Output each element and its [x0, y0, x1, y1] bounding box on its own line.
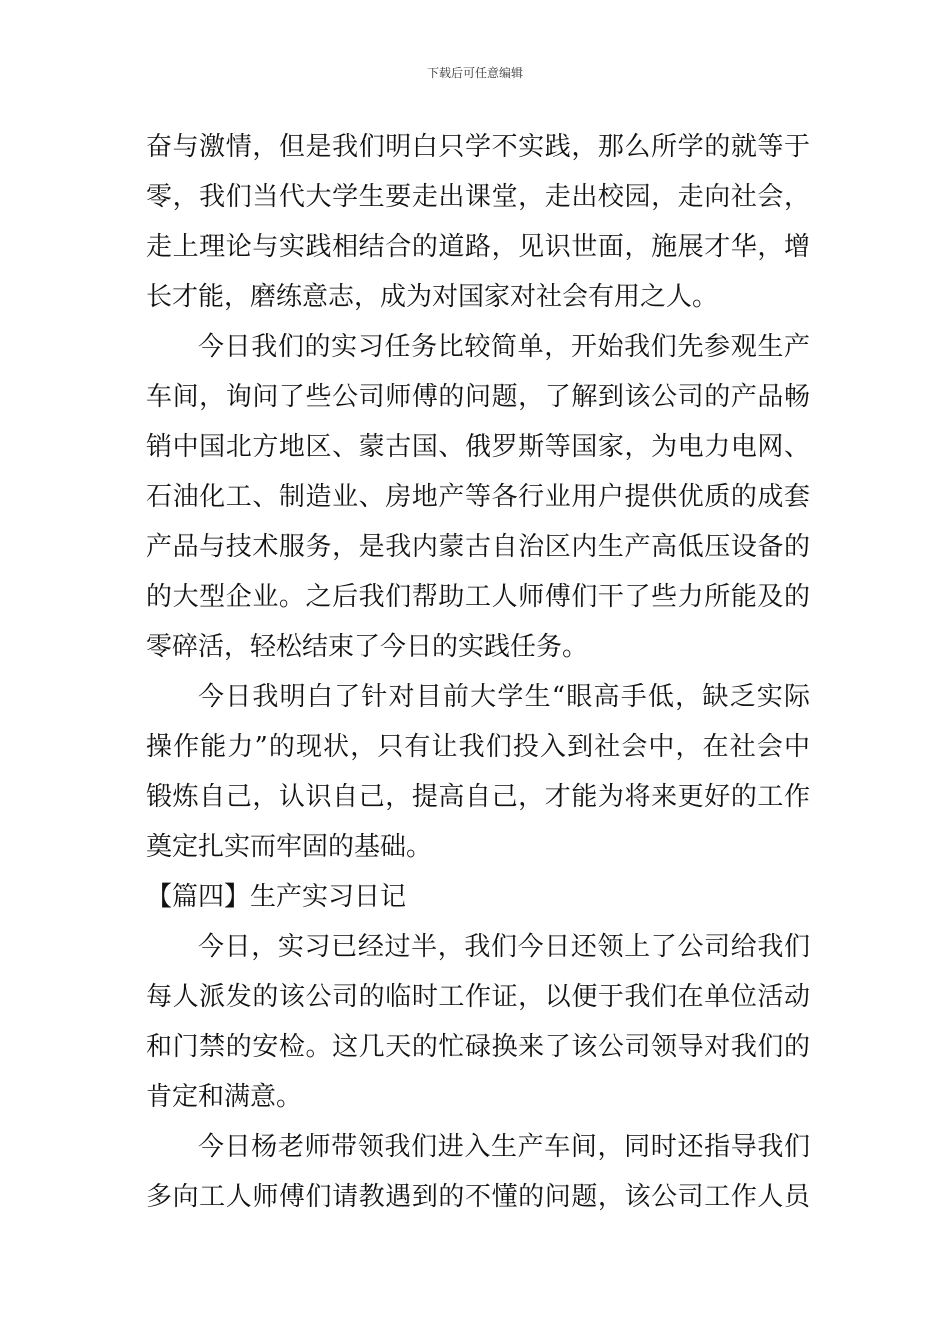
text-line: 奠定扎实而牢固的基础。 [146, 832, 433, 862]
document-body [146, 128, 810, 1228]
text-line: 锻炼自己，认识自己，提高自己，才能为将来更好的工作 [146, 782, 810, 812]
text-line: 和门禁的安检。这几天的忙碌换来了该公司领导对我们的 [146, 1032, 810, 1062]
text-line: 车间，询问了些公司师傅的问题，了解到该公司的产品畅 [146, 382, 810, 412]
paragraph-first-line: 今日杨老师带领我们进入生产车间，同时还指导我们 [198, 1132, 810, 1162]
text-line: 肯定和满意。 [146, 1082, 303, 1112]
page-header: 下载后可任意编辑 [426, 66, 523, 80]
section-heading: 【篇四】生产实习日记 [146, 882, 407, 912]
text-line: 多向工人师傅们请教遇到的不懂的问题，该公司工作人员 [146, 1182, 810, 1212]
text-line: 长才能，磨练意志，成为对国家对社会有用之人。 [146, 282, 719, 312]
text-line: 走上理论与实践相结合的道路，见识世面，施展才华，增 [146, 232, 810, 262]
text-line: 销中国北方地区、蒙古国、俄罗斯等国家，为电力电网、 [146, 432, 810, 462]
text-line: 操作能力”的现状，只有让我们投入到社会中，在社会中 [146, 732, 810, 762]
paragraph-first-line: 今日我明白了针对目前大学生“眼高手低，缺乏实际 [198, 682, 810, 712]
text-line: 石油化工、制造业、房地产等各行业用户提供优质的成套 [146, 482, 810, 512]
text-line: 零，我们当代大学生要走出课堂，走出校园，走向社会， [146, 182, 810, 212]
paragraph-first-line: 今日，实习已经过半，我们今日还领上了公司给我们 [198, 932, 810, 962]
text-line: 产品与技术服务，是我内蒙古自治区内生产高低压设备的 [146, 532, 810, 562]
text-line: 的大型企业。之后我们帮助工人师傅们干了些力所能及的 [146, 582, 810, 612]
text-line: 每人派发的该公司的临时工作证，以便于我们在单位活动 [146, 982, 810, 1012]
paragraph-first-line: 今日我们的实习任务比较简单，开始我们先参观生产 [198, 332, 810, 362]
text-line: 奋与激情，但是我们明白只学不实践，那么所学的就等于 [146, 132, 810, 162]
text-line: 零碎活，轻松结束了今日的实践任务。 [146, 632, 589, 662]
